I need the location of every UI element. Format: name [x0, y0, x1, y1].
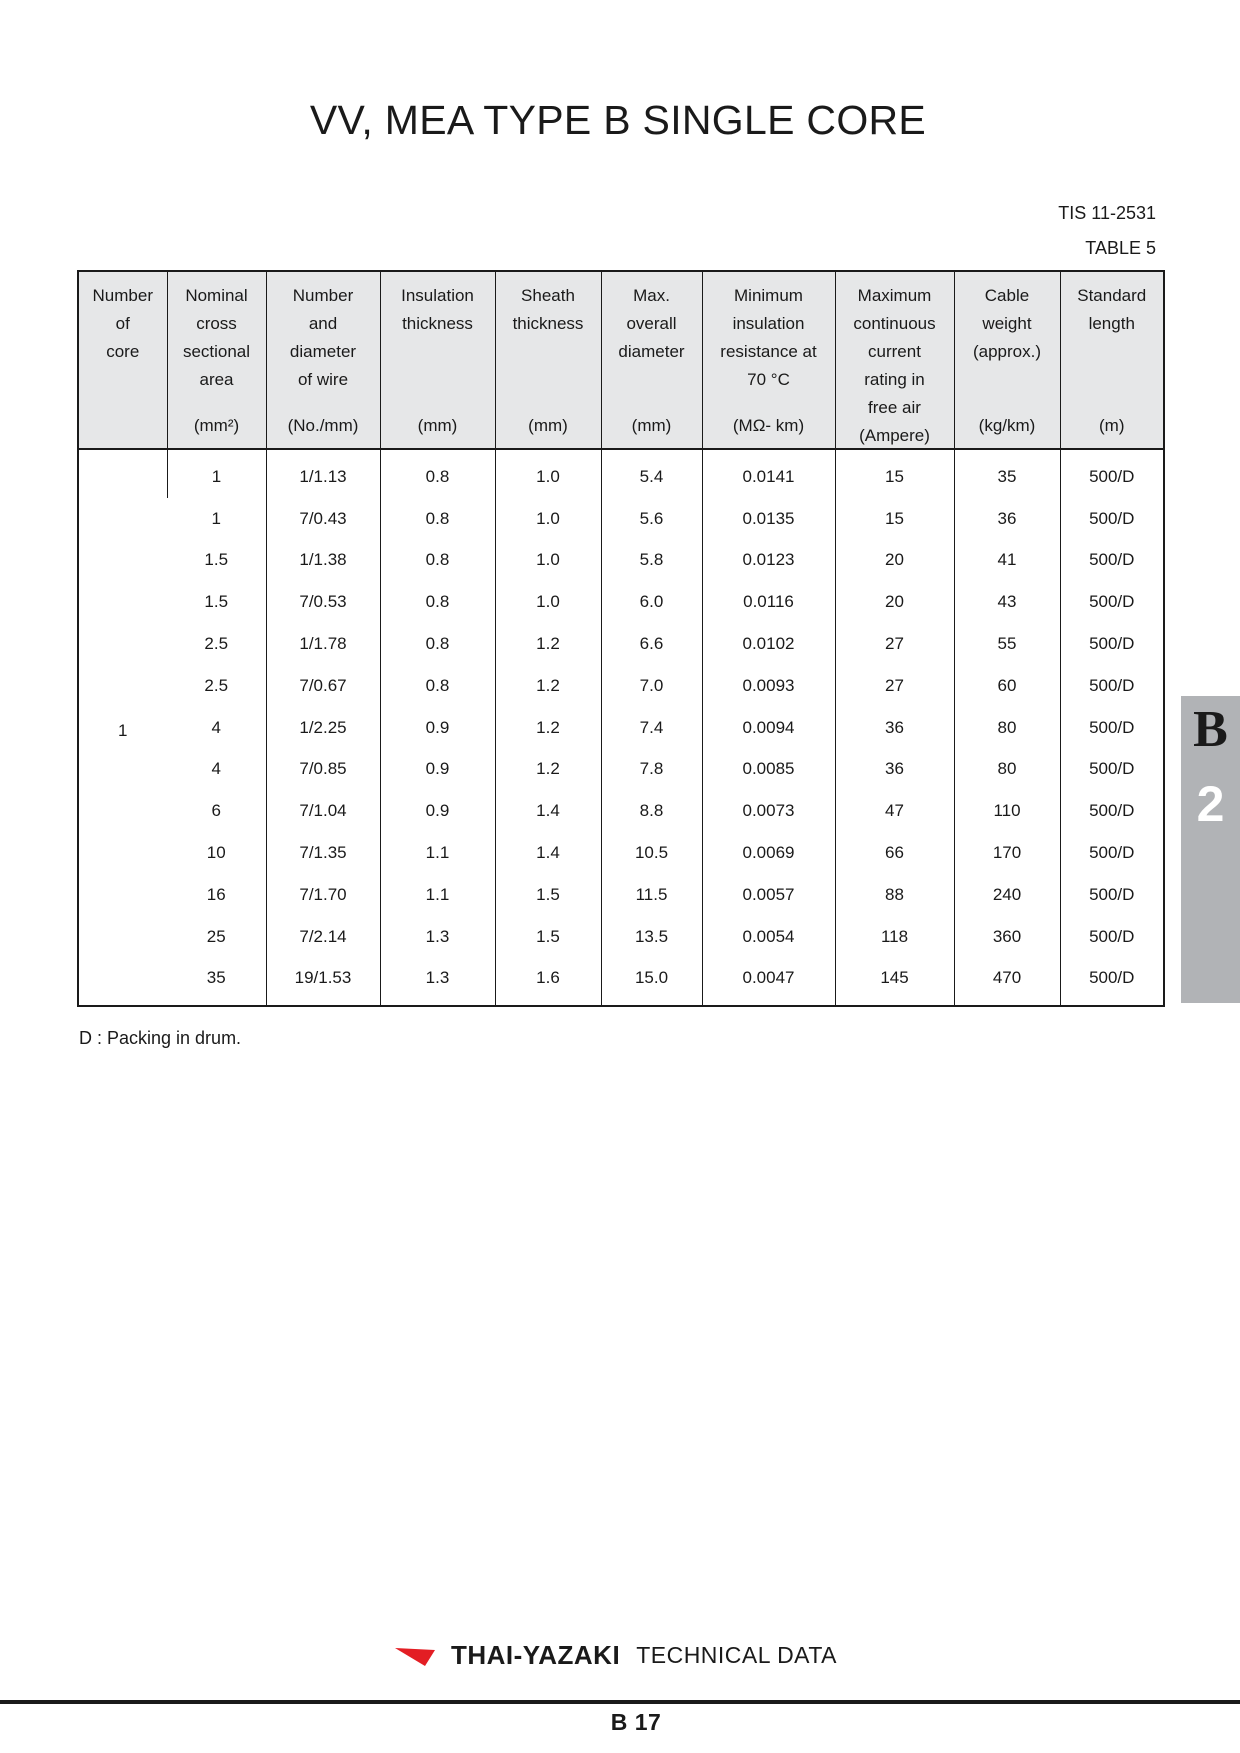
footer-section-label: TECHNICAL DATA — [636, 1642, 838, 1668]
table-cell: 36 — [835, 749, 954, 791]
column-header-unit: (m) — [1099, 416, 1125, 435]
table-cell: 118 — [835, 916, 954, 958]
table-cell: 0.0094 — [702, 707, 835, 749]
table-cell: 7.4 — [601, 707, 702, 749]
table-cell: 1.2 — [495, 623, 601, 665]
table-cell: 0.8 — [380, 449, 495, 498]
table-cell: 27 — [835, 665, 954, 707]
page-number — [0, 1709, 1240, 1736]
table-cell: 500/D — [1060, 449, 1164, 498]
column-header — [266, 271, 380, 449]
table-cell: 1.4 — [495, 832, 601, 874]
table-cell: 0.8 — [380, 665, 495, 707]
column-header — [78, 271, 167, 449]
table-cell: 19/1.53 — [266, 958, 380, 1007]
column-header — [601, 271, 702, 449]
column-header-unit: (No./mm) — [287, 416, 359, 435]
table-cell: 500/D — [1060, 540, 1164, 582]
thai-yazaki-logo-icon — [395, 1645, 435, 1667]
table-cell: 13.5 — [601, 916, 702, 958]
table-cell: 0.9 — [380, 790, 495, 832]
table-cell: 1.3 — [380, 916, 495, 958]
table-cell: 47 — [835, 790, 954, 832]
table-cell: 500/D — [1060, 832, 1164, 874]
standard-reference — [1058, 196, 1156, 266]
side-tab-letter: B — [1193, 701, 1228, 758]
table-cell: 7/1.35 — [266, 832, 380, 874]
column-header — [835, 271, 954, 449]
column-header-label: Cable weight (approx.) — [972, 286, 1042, 361]
section-side-tab — [1181, 696, 1240, 1003]
table-cell: 500/D — [1060, 498, 1164, 540]
table-cell: 1.5 — [495, 874, 601, 916]
column-header-label: Nominal cross sectional area — [182, 286, 251, 389]
table-cell: 1 — [167, 449, 266, 498]
table-cell: 15 — [835, 498, 954, 540]
table-cell: 0.0057 — [702, 874, 835, 916]
table-cell: 0.9 — [380, 707, 495, 749]
table-row — [78, 665, 1164, 707]
table-cell: 10 — [206, 843, 226, 863]
table-row — [78, 958, 1164, 1007]
table-cell: 6.0 — [601, 581, 702, 623]
column-header-unit: (kg/km) — [978, 416, 1036, 435]
table-cell: 500/D — [1060, 581, 1164, 623]
table-cell: 0.8 — [380, 581, 495, 623]
table-cell: 36 — [954, 498, 1060, 540]
table-cell: 7/0.67 — [266, 665, 380, 707]
table-cell: 1.5 — [495, 916, 601, 958]
table-cell: 500/D — [1060, 707, 1164, 749]
table-cell: 1.1 — [380, 832, 495, 874]
table-row — [78, 540, 1164, 582]
table-cell: 25 — [206, 926, 226, 946]
table-cell: 7/1.04 — [266, 790, 380, 832]
table-row — [78, 498, 1164, 540]
table-cell: 27 — [835, 623, 954, 665]
packing-note: D : Packing in drum. — [79, 1028, 242, 1048]
table-cell: 1.1 — [380, 874, 495, 916]
table-cell: 60 — [954, 665, 1060, 707]
table-cell: 360 — [954, 916, 1060, 958]
table-row — [78, 874, 1164, 916]
column-header — [380, 271, 495, 449]
table-cell: 11.5 — [601, 874, 702, 916]
table-cell: 7/0.85 — [266, 749, 380, 791]
table-row — [78, 449, 1164, 498]
table-cell: 20 — [835, 581, 954, 623]
table-cell: 66 — [835, 832, 954, 874]
table-cell: 0.0085 — [702, 749, 835, 791]
table-cell: 1.5 — [204, 550, 229, 570]
table-cell: 1.5 — [204, 592, 229, 612]
table-cell: 1.0 — [495, 449, 601, 498]
table-cell: 1.0 — [495, 581, 601, 623]
table-cell: 0.0123 — [702, 540, 835, 582]
page-number-text: B 17 — [610, 1709, 662, 1735]
table-row — [78, 916, 1164, 958]
table-cell: 15 — [835, 449, 954, 498]
table-cell: 7/2.14 — [266, 916, 380, 958]
table-body — [78, 449, 1164, 1006]
table-cell: 1.2 — [495, 665, 601, 707]
table-cell: 1/1.13 — [266, 449, 380, 498]
table-cell: 110 — [954, 790, 1060, 832]
table-cell: 145 — [835, 958, 954, 1007]
footer-divider — [0, 1700, 1240, 1704]
core-count-cell: 1 — [118, 720, 128, 740]
table-cell: 88 — [835, 874, 954, 916]
table-cell: 500/D — [1060, 790, 1164, 832]
table-cell: 35 — [954, 449, 1060, 498]
table-cell: 0.0054 — [702, 916, 835, 958]
table-cell: 20 — [835, 540, 954, 582]
table-cell: 500/D — [1060, 665, 1164, 707]
table-cell: 1 — [211, 508, 221, 528]
table-cell: 0.9 — [380, 749, 495, 791]
table-cell: 500/D — [1060, 874, 1164, 916]
table-number: TABLE 5 — [1085, 238, 1156, 258]
table-cell: 0.8 — [380, 623, 495, 665]
page-title-text: VV, MEA TYPE B SINGLE CORE — [309, 97, 927, 143]
column-header-label: Minimum insulation resistance at 70 °C — [720, 286, 817, 389]
column-header-label: Maximum continuous current rating in free air — [853, 286, 936, 417]
header-row — [78, 271, 1164, 449]
column-header-unit: (mm) — [631, 416, 672, 435]
table-cell: 7/0.53 — [266, 581, 380, 623]
table-cell: 0.0047 — [702, 958, 835, 1007]
table-cell: 5.4 — [601, 449, 702, 498]
column-header — [495, 271, 601, 449]
table-cell: 80 — [954, 707, 1060, 749]
table-cell: 43 — [954, 581, 1060, 623]
table-cell: 0.8 — [380, 540, 495, 582]
table-row — [78, 832, 1164, 874]
table-cell: 5.6 — [601, 498, 702, 540]
column-header-label: Sheath thickness — [512, 286, 584, 333]
table-row — [78, 623, 1164, 665]
table-cell: 500/D — [1060, 958, 1164, 1007]
table-cell: 7.8 — [601, 749, 702, 791]
table-row — [78, 749, 1164, 791]
table-cell: 0.0102 — [702, 623, 835, 665]
table-cell: 16 — [206, 884, 226, 904]
column-header-unit: (mm) — [528, 416, 568, 435]
table-cell: 7/0.43 — [266, 498, 380, 540]
column-header-label: Number and diameter of wire — [289, 286, 357, 389]
side-tab-number: 2 — [1196, 776, 1225, 832]
column-header-label: Insulation thickness — [401, 286, 474, 333]
table-row — [78, 581, 1164, 623]
table-header — [78, 271, 1164, 449]
table-cell: 1/1.78 — [266, 623, 380, 665]
table-cell: 2.5 — [204, 634, 229, 654]
table-cell: 1.4 — [495, 790, 601, 832]
table-cell: 0.8 — [380, 498, 495, 540]
table-cell: 5.8 — [601, 540, 702, 582]
table-cell: 0.0069 — [702, 832, 835, 874]
cable-spec-table — [77, 270, 1165, 1007]
column-header-unit: (mm²) — [193, 416, 240, 435]
standard-code: TIS 11-2531 — [1058, 203, 1156, 223]
table-cell: 7.0 — [601, 665, 702, 707]
table-cell: 0.0093 — [702, 665, 835, 707]
table-row — [78, 707, 1164, 749]
table-cell: 1.0 — [495, 498, 601, 540]
table-cell: 1.3 — [380, 958, 495, 1007]
column-header-label: Max. overall diameter — [618, 286, 685, 361]
table-cell: 4 — [211, 759, 221, 779]
table-cell: 1.6 — [495, 958, 601, 1007]
table-cell: 7/1.70 — [266, 874, 380, 916]
table-cell: 35 — [206, 968, 226, 988]
table-cell: 36 — [835, 707, 954, 749]
table-cell: 2.5 — [204, 675, 229, 695]
table-cell: 0.0073 — [702, 790, 835, 832]
table-cell: 240 — [954, 874, 1060, 916]
table-cell: 1.2 — [495, 707, 601, 749]
table-cell: 80 — [954, 749, 1060, 791]
column-header-unit: (mm) — [417, 416, 458, 435]
column-header — [1060, 271, 1164, 449]
column-header-unit: (MΩ- km) — [732, 416, 805, 435]
table-cell: 1/1.38 — [266, 540, 380, 582]
table-cell: 0.0116 — [702, 581, 835, 623]
page-title — [0, 97, 1240, 144]
footer-brand — [0, 1640, 1240, 1673]
column-header-label: Standard length — [1077, 286, 1147, 333]
table-cell: 0.0141 — [702, 449, 835, 498]
table-cell: 6.6 — [601, 623, 702, 665]
table-row — [78, 790, 1164, 832]
table-cell: 10.5 — [601, 832, 702, 874]
column-header — [702, 271, 835, 449]
column-header-unit: (Ampere) — [859, 426, 930, 445]
column-header — [954, 271, 1060, 449]
table-cell: 4 — [211, 717, 221, 737]
table-cell: 8.8 — [601, 790, 702, 832]
table-cell: 1.0 — [495, 540, 601, 582]
table-cell: 170 — [954, 832, 1060, 874]
table-cell: 500/D — [1060, 623, 1164, 665]
footer-company-name: THAI-YAZAKI — [450, 1640, 621, 1670]
column-header-label: Number of core — [92, 286, 153, 361]
column-header — [167, 271, 266, 449]
table-cell: 6 — [211, 801, 221, 821]
table-cell: 15.0 — [601, 958, 702, 1007]
table-cell: 500/D — [1060, 916, 1164, 958]
table-cell: 0.0135 — [702, 498, 835, 540]
table-cell: 55 — [954, 623, 1060, 665]
table-cell: 41 — [954, 540, 1060, 582]
table-cell: 500/D — [1060, 749, 1164, 791]
table-cell: 1.2 — [495, 749, 601, 791]
table-cell: 1/2.25 — [266, 707, 380, 749]
table-cell: 470 — [954, 958, 1060, 1007]
